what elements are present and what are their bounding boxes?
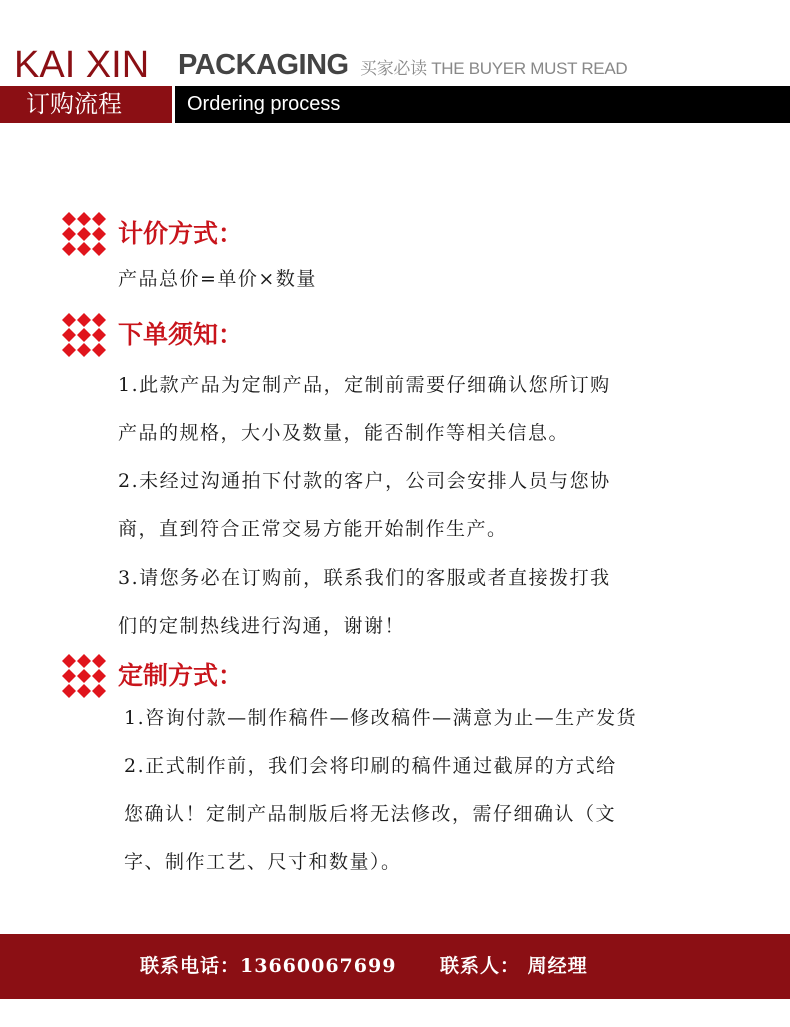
brand-name: KAI XIN <box>14 44 150 86</box>
notice-line: 2.未经过沟通拍下付款的客户，公司会安排人员与您协 <box>118 470 611 492</box>
diamond-pattern-icon <box>62 212 106 256</box>
custom-line: 2.正式制作前，我们会将印刷的稿件通过截屏的方式给 <box>124 755 617 777</box>
footer-contact-person: 联系人： 周经理 <box>440 955 588 977</box>
notice-line: 商，直到符合正常交易方能开始制作生产。 <box>118 518 508 540</box>
section-title: 下单须知： <box>118 320 244 349</box>
section-title: 计价方式： <box>118 219 244 248</box>
diamond-pattern-icon <box>62 654 106 698</box>
notice-line: 3.请您务必在订购前，联系我们的客服或者直接拨打我 <box>118 567 611 589</box>
header-title-cn: 订购流程 <box>0 86 172 123</box>
diamond-pattern-icon <box>62 313 106 357</box>
brand-tagline: 买家必读 THE BUYER MUST READ <box>360 59 628 78</box>
notice-line: 1.此款产品为定制产品，定制前需要仔细确认您所订购 <box>118 374 611 396</box>
brand-packaging: PACKAGING <box>178 49 349 81</box>
custom-line: 您确认！定制产品制版后将无法修改，需仔细确认（文 <box>124 803 617 825</box>
footer-phone: 联系电话：13660067699 <box>140 955 397 977</box>
section-title: 定制方式： <box>118 661 244 690</box>
custom-line: 字、制作工艺、尺寸和数量）。 <box>124 851 402 873</box>
footer-contact-bar <box>0 934 790 999</box>
header-bar <box>0 86 790 123</box>
custom-line: 1.咨询付款—制作稿件—修改稿件—满意为止—生产发货 <box>124 707 638 729</box>
brand-row <box>14 44 784 86</box>
header-title-en: Ordering process <box>175 86 790 123</box>
pricing-formula: 产品总价=单价×数量 <box>118 268 317 290</box>
notice-line: 们的定制热线进行沟通，谢谢！ <box>118 615 406 637</box>
notice-line: 产品的规格，大小及数量，能否制作等相关信息。 <box>118 422 570 444</box>
